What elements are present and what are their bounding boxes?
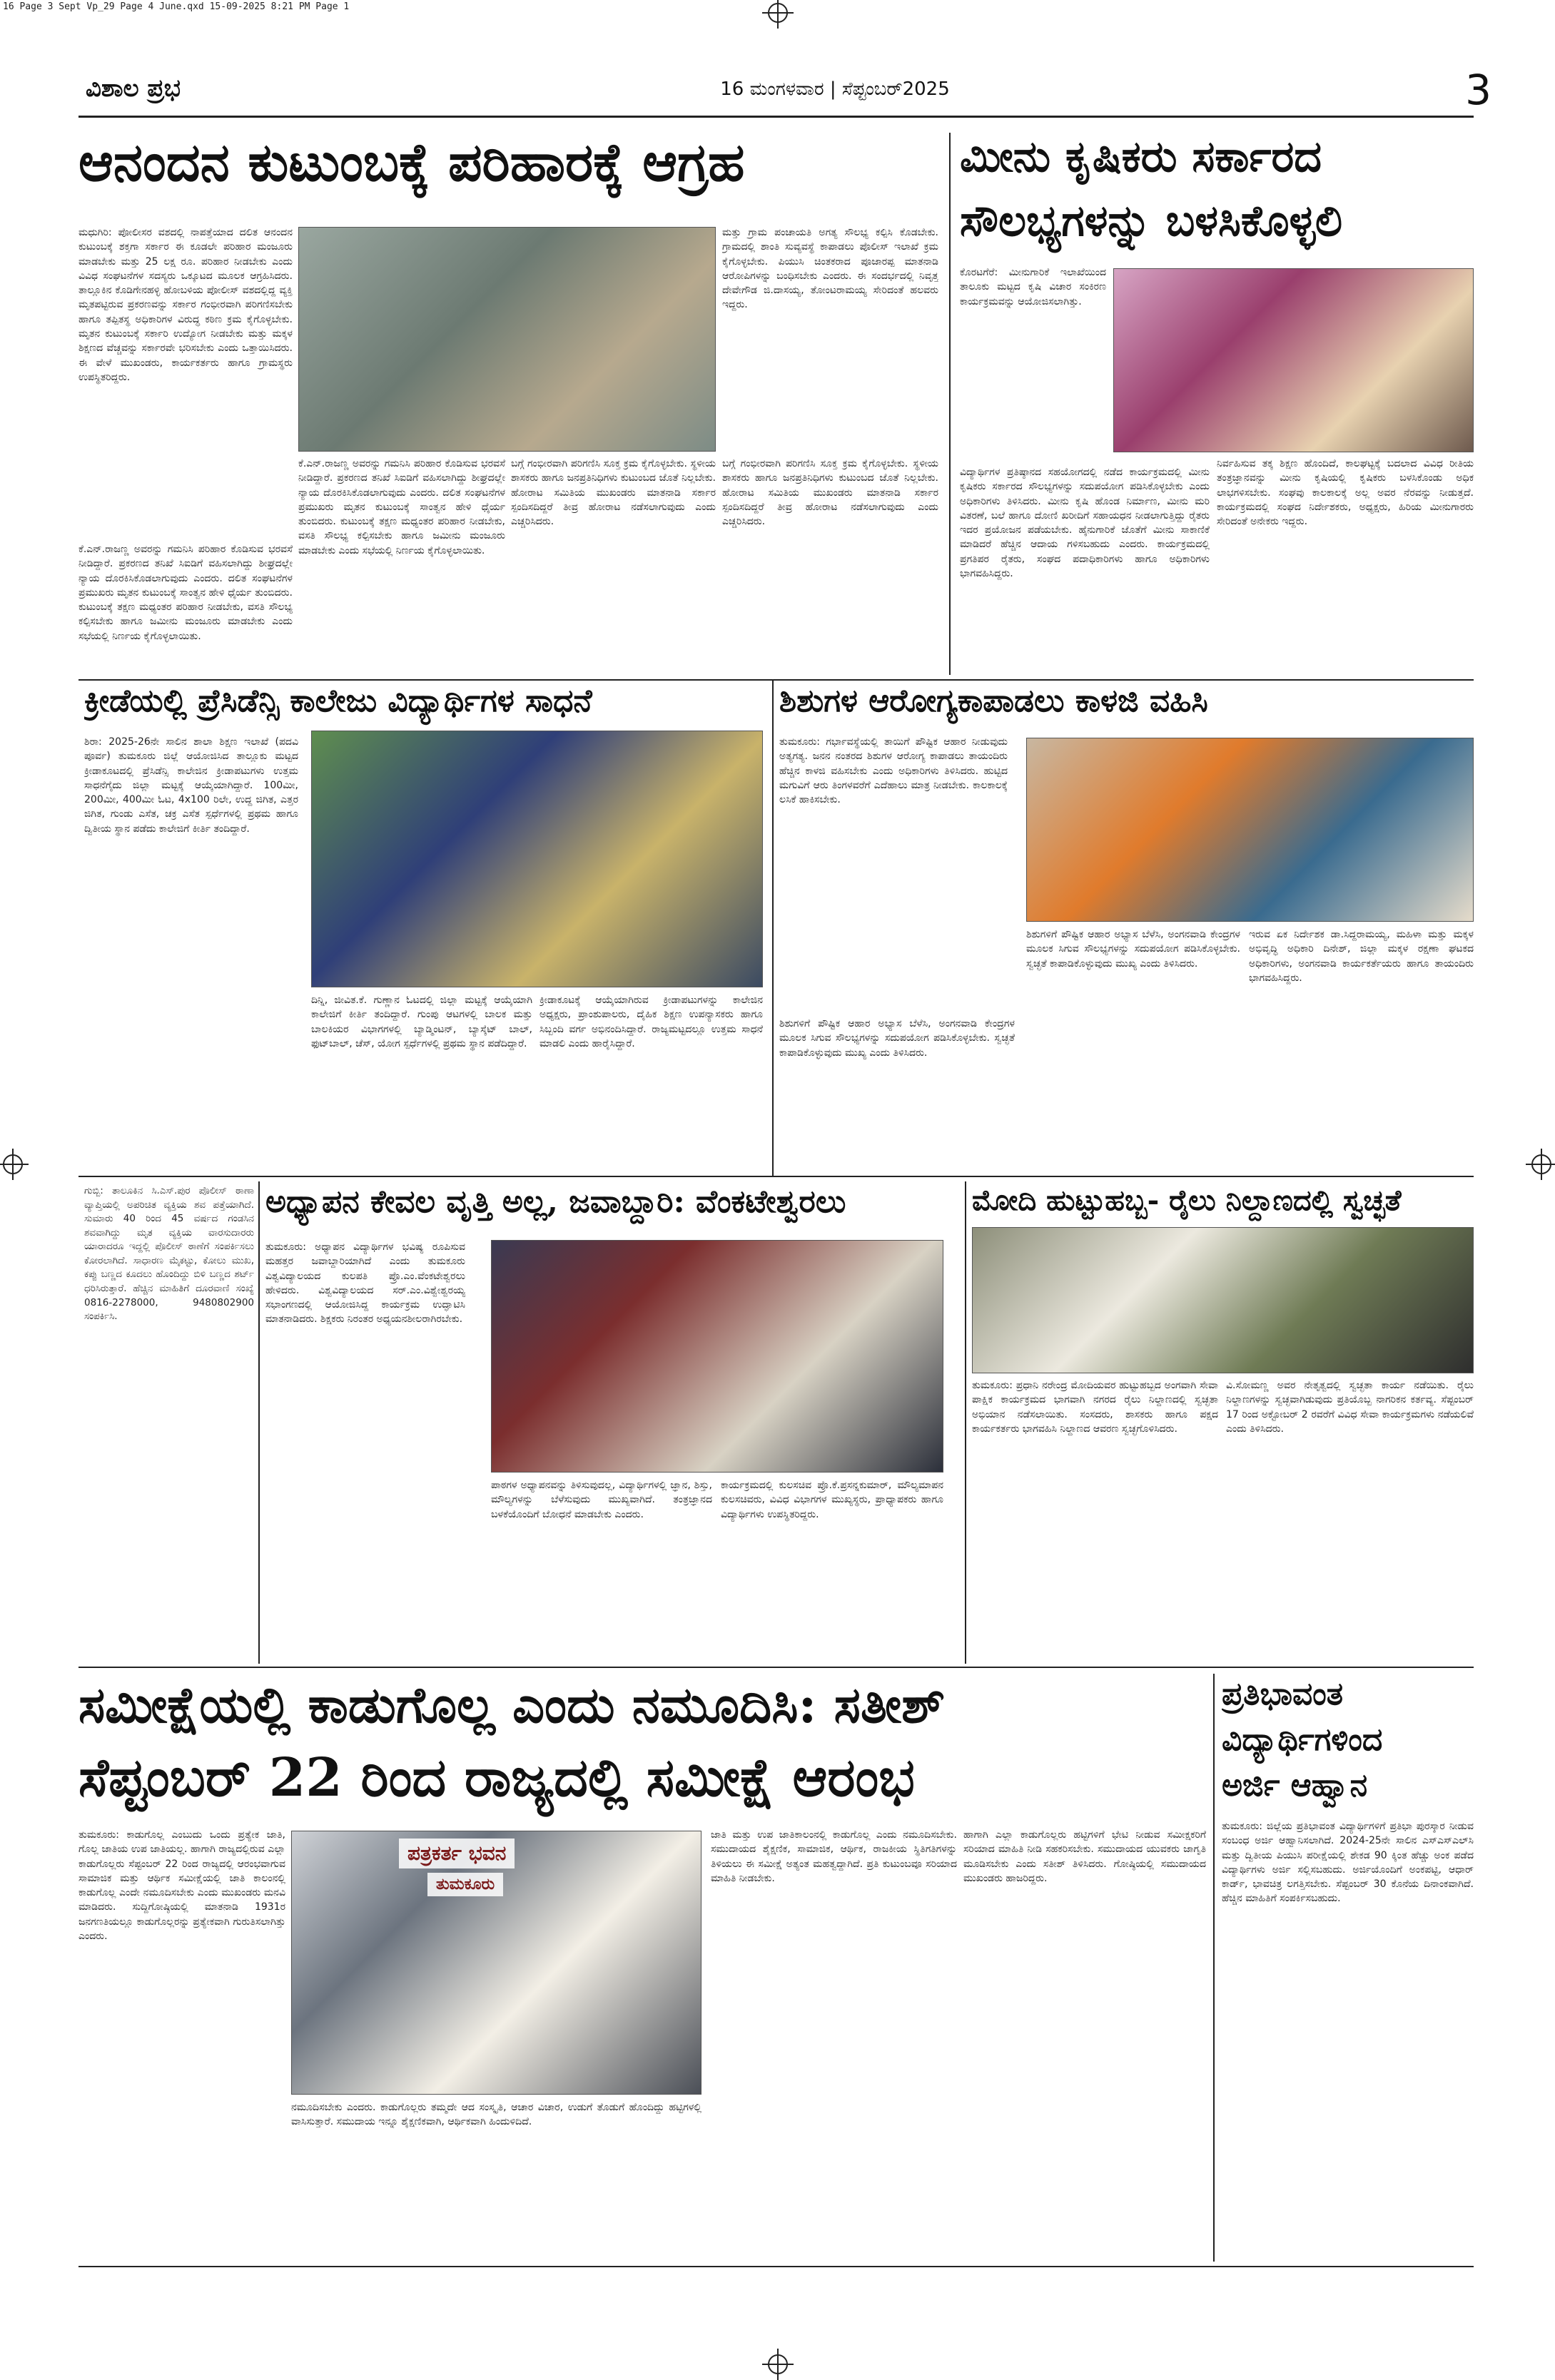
headline-article-4: ಶಿಶುಗಳ ಆರೋಗ್ಯಕಾಪಾಡಲು ಕಾಳಜಿ ವಹಿಸಿ	[779, 683, 1208, 719]
article-1-col-2: ಕೆ.ಎನ್.ರಾಜಣ್ಣ ಅವರನ್ನು ಗಮನಿಸಿ ಪರಿಹಾರ ಕೊಡಿಸುವ ಭರವಸೆ ನೀಡಿದ್ದಾರೆ. ಪ್ರಕರಣದ ತನಿಖೆ ಸಿಐಡಿಗೆ ವಹಿಸಲಾಗಿದ್ದು ಶೀಘ್ರದಲ್ಲೇ ನ್ಯಾಯ ದೊರಕಿಸಿಕೊಡಲಾಗುವುದು ಎಂದರು. ದಲಿತ ಸಂಘಟನೆಗಳ ಪ್ರಮುಖರು ಮೃತನ ಕುಟುಂಬಕ್ಕೆ ಸಾಂತ್ವನ ಹೇಳಿ ಧೈರ್ಯ ತುಂಬಿದರು. ಕುಟುಂಬಕ್ಕೆ ತಕ್ಷಣ ಮಧ್ಯಂತರ ಪರಿಹಾರ ನೀಡಬೇಕು, ವಸತಿ ಸೌಲಭ್ಯ ಕಲ್ಪಿಸಬೇಕು ಹಾಗೂ ಜಮೀನು ಮಂಜೂರು ಮಾಡಬೇಕು ಎಂದು ಸಭೆಯಲ್ಲಿ ನಿರ್ಣಯ ಕೈಗೊಳ್ಳಲಾಯಿತು.	[298, 458, 505, 556]
article-2-photo	[1113, 268, 1474, 452]
headline-article-8-line-3: ಅರ್ಜಿ ಆಹ್ವಾನ	[1222, 1768, 1368, 1804]
article-3-col-2: ದಿನ್ನಿ, ಜೀವಿತ.ಕೆ. ಗುಣ್ಣಾನ ಓಟದಲ್ಲಿ ಜಿಲ್ಲಾ ಮಟ್ಟಕ್ಕೆ ಆಯ್ಕೆಯಾಗಿ ಕಾಲೇಜಿಗೆ ಕೀರ್ತಿ ತಂದಿದ್ದಾರೆ. ಗುಂಪು ಆಟಗಳಲ್ಲಿ ಬಾಲಕ ಮತ್ತು ಬಾಲಕಿಯರ ವಿಭಾಗಗಳಲ್ಲಿ ಬ್ಯಾಡ್ಮಿಂಟನ್, ಬ್ಯಾಸ್ಕೆಟ್ ಬಾಲ್, ಫುಟ್‌ಬಾಲ್, ಚೆಸ್, ಯೋಗ ಸ್ಪರ್ಧೆಗಳಲ್ಲಿ ಪ್ರಥಮ ಸ್ಥಾನ ಪಡೆದಿದ್ದಾರೆ.	[311, 995, 532, 1049]
article-2-col-2: ವಿದ್ಯಾರ್ಥಿಗಳ ಪ್ರತಿಷ್ಠಾನದ ಸಹಯೋಗದಲ್ಲಿ ನಡೆದ ಕಾರ್ಯಕ್ರಮದಲ್ಲಿ ಮೀನು ಕೃಷಿಕರು ಸರ್ಕಾರದ ಸೌಲಭ್ಯಗಳನ್ನು ಸದುಪಯೋಗ ಪಡಿಸಿಕೊಳ್ಳಬೇಕು ಎಂದು ಅಧಿಕಾರಿಗಳು ತಿಳಿಸಿದರು. ಮೀನು ಕೃಷಿ ಹೊಂಡ ನಿರ್ಮಾಣ, ಮೀನು ಮರಿ ವಿತರಣೆ, ಬಲೆ ಹಾಗೂ ದೋಣಿ ಖರೀದಿಗೆ ಸಹಾಯಧನ ನೀಡಲಾಗುತ್ತಿದ್ದು ರೈತರು ಇದರ ಪ್ರಯೋಜನ ಪಡೆಯಬೇಕು. ಹೈನುಗಾರಿಕೆ ಜೊತೆಗೆ ಮೀನು ಸಾಕಾಣಿಕೆ ಮಾಡಿದರೆ ಹೆಚ್ಚಿನ ಆದಾಯ ಗಳಿಸಬಹುದು ಎಂದರು. ಕಾರ್ಯಕ್ರಮದಲ್ಲಿ ಪ್ರಗತಿಪರ ರೈತರು, ಸಂಘದ ಪದಾಧಿಕಾರಿಗಳು ಹಾಗೂ ಅಧಿಕಾರಿಗಳು ಭಾಗವಹಿಸಿದ್ದರು.	[960, 467, 1210, 580]
column-divider-3	[258, 1181, 260, 1664]
headline-article-1: ಆನಂದನ ಕುಟುಂಬಕ್ಕೆ ಪರಿಹಾರಕ್ಕೆ ಆಗ್ರಹ	[78, 133, 745, 193]
article-3-col-3: ಕ್ರೀಡಾಕೂಟಕ್ಕೆ ಆಯ್ಕೆಯಾಗಿರುವ ಕ್ರೀಡಾಪಟುಗಳನ್ನು ಕಾಲೇಜಿನ ಅಧ್ಯಕ್ಷರು, ಪ್ರಾಂಶುಪಾಲರು, ದೈಹಿಕ ಶಿಕ್ಷಣ ಉಪನ್ಯಾಸಕರು ಹಾಗೂ ಸಿಬ್ಬಂದಿ ವರ್ಗ ಅಭಿನಂದಿಸಿದ್ದಾರೆ. ರಾಜ್ಯಮಟ್ಟದಲ್ಲೂ ಉತ್ತಮ ಸಾಧನೆ ಮಾಡಲಿ ಎಂದು ಹಾರೈಸಿದ್ದಾರೆ.	[540, 995, 763, 1049]
article-6-col-1: ತುಮಕೂರು: ಪ್ರಧಾನಿ ನರೇಂದ್ರ ಮೋದಿಯವರ ಹುಟ್ಟುಹಬ್ಬದ ಅಂಗವಾಗಿ ಸೇವಾ ಪಾಕ್ಷಿಕ ಕಾರ್ಯಕ್ರಮದ ಭಾಗವಾಗಿ ನಗರದ ರೈಲು ನಿಲ್ದಾಣದಲ್ಲಿ ಸ್ವಚ್ಛತಾ ಅಭಿಯಾನ ನಡೆಸಲಾಯಿತು. ಸಂಸದರು, ಶಾಸಕರು ಹಾಗೂ ಪಕ್ಷದ ಕಾರ್ಯಕರ್ತರು ಭಾಗವಹಿಸಿ ನಿಲ್ದಾಣದ ಆವರಣ ಸ್ವಚ್ಛಗೊಳಿಸಿದರು.	[972, 1380, 1218, 1435]
photo-sign-line-2: ತುಮಕೂರು	[427, 1873, 503, 1896]
article-6-col-2: ವಿ.ಸೋಮಣ್ಣ ಅವರ ನೇತೃತ್ವದಲ್ಲಿ ಸ್ವಚ್ಛತಾ ಕಾರ್ಯ ನಡೆಯಿತು. ರೈಲು ನಿಲ್ದಾಣಗಳನ್ನು ಸ್ವಚ್ಛವಾಗಿಡುವುದು ಪ್ರತಿಯೊಬ್ಬ ನಾಗರಿಕನ ಕರ್ತವ್ಯ. ಸೆಪ್ಟಂಬರ್ 17 ರಿಂದ ಅಕ್ಟೋಬರ್ 2 ರವರೆಗೆ ವಿವಿಧ ಸೇವಾ ಕಾರ್ಯಕ್ರಮಗಳು ನಡೆಯಲಿವೆ ಎಂದು ತಿಳಿಸಿದರು.	[1226, 1380, 1474, 1435]
masthead: ವಿಶಾಲ ಪ್ರಭ	[86, 74, 181, 103]
headline-article-7-line-1: ಸಮೀಕ್ಷೆಯಲ್ಲಿ ಕಾಡುಗೊಲ್ಲ ಎಂದು ನಮೂದಿಸಿ: ಸತೀಶ್	[78, 1677, 946, 1734]
article-4-col-1b: ಶಿಶುಗಳಿಗೆ ಪೌಷ್ಟಿಕ ಆಹಾರ ಅಭ್ಯಾಸ ಬೆಳೆಸಿ, ಅಂಗನವಾಡಿ ಕೇಂದ್ರಗಳ ಮೂಲಕ ಸಿಗುವ ಸೌಲಭ್ಯಗಳನ್ನು ಸದುಪಯೋಗ ಪಡಿಸಿಕೊಳ್ಳಬೇಕು. ಸ್ವಚ್ಛತೆ ಕಾಪಾಡಿಕೊಳ್ಳುವುದು ಮುಖ್ಯ ಎಂದು ತಿಳಿಸಿದರು.	[779, 1018, 1015, 1059]
headline-article-8-line-2: ವಿದ್ಯಾರ್ಥಿಗಳಿಂದ	[1222, 1722, 1383, 1758]
article-6-photo	[972, 1227, 1474, 1373]
headline-article-5: ಅಧ್ಯಾಪನ ಕೇವಲ ವೃತ್ತಿ ಅಲ್ಲ, ಜವಾಬ್ದಾರಿ: ವೆಂಕಟೇಶ್ವರಲು	[265, 1184, 846, 1220]
article-8-body: ತುಮಕೂರು: ಜಿಲ್ಲೆಯ ಪ್ರತಿಭಾವಂತ ವಿದ್ಯಾರ್ಥಿಗಳಿಗೆ ಪ್ರತಿಭಾ ಪುರಸ್ಕಾರ ನೀಡುವ ಸಂಬಂಧ ಅರ್ಜಿ ಆಹ್ವಾನಿಸಲಾಗಿದೆ. 2024-25ನೇ ಸಾಲಿನ ಎಸ್‌ಎಸ್‌ಎಲ್‌ಸಿ ಮತ್ತು ದ್ವಿತೀಯ ಪಿಯುಸಿ ಪರೀಕ್ಷೆಯಲ್ಲಿ ಶೇಕಡ 90 ಕ್ಕಿಂತ ಹೆಚ್ಚು ಅಂಕ ಪಡೆದ ವಿದ್ಯಾರ್ಥಿಗಳು ಅರ್ಜಿ ಸಲ್ಲಿಸಬಹುದು. ಅರ್ಜಿಯೊಂದಿಗೆ ಅಂಕಪಟ್ಟಿ, ಆಧಾರ್ ಕಾರ್ಡ್, ಭಾವಚಿತ್ರ ಲಗತ್ತಿಸಬೇಕು. ಸೆಪ್ಟಂಬರ್ 30 ಕೊನೆಯ ದಿನಾಂಕವಾಗಿದೆ. ಹೆಚ್ಚಿನ ಮಾಹಿತಿಗೆ ಸಂಪರ್ಕಿಸಬಹುದು.	[1222, 1821, 1474, 1905]
section-rule-2	[78, 1176, 1474, 1177]
article-5-col-1: ತುಮಕೂರು: ಅಧ್ಯಾಪನ ವಿದ್ಯಾರ್ಥಿಗಳ ಭವಿಷ್ಯ ರೂಪಿಸುವ ಮಹತ್ತರ ಜವಾಬ್ದಾರಿಯಾಗಿದೆ ಎಂದು ತುಮಕೂರು ವಿಶ್ವವಿದ್ಯಾಲಯದ ಕುಲಪತಿ ಪ್ರೊ.ಎಂ.ವೆಂಕಟೇಶ್ವರಲು ಹೇಳಿದರು. ವಿಶ್ವವಿದ್ಯಾಲಯದ ಸರ್.ಎಂ.ವಿಶ್ವೇಶ್ವರಯ್ಯ ಸಭಾಂಗಣದಲ್ಲಿ ಆಯೋಜಿಸಿದ್ದ ಕಾರ್ಯಕ್ರಮ ಉದ್ಘಾಟಿಸಿ ಮಾತನಾಡಿದರು. ಶಿಕ್ಷಕರು ನಿರಂತರ ಅಧ್ಯಯನಶೀಲರಾಗಿರಬೇಕು.	[265, 1241, 465, 1326]
article-5-photo	[491, 1240, 943, 1473]
article-7-col-4: ಹಾಗಾಗಿ ಎಲ್ಲಾ ಕಾಡುಗೊಲ್ಲರು ಹಟ್ಟಿಗಳಿಗೆ ಭೇಟಿ ನೀಡುವ ಸಮೀಕ್ಷಕರಿಗೆ ಸರಿಯಾದ ಮಾಹಿತಿ ನೀಡಿ ಸಹಕರಿಸಬೇಕು. ಸಮುದಾಯದ ಯುವಕರು ಜಾಗೃತಿ ಮೂಡಿಸಬೇಕು ಎಂದು ಸತೀಶ್ ತಿಳಿಸಿದರು. ಗೋಷ್ಠಿಯಲ್ಲಿ ಸಮುದಾಯದ ಮುಖಂಡರು ಹಾಜರಿದ್ದರು.	[963, 1829, 1206, 1884]
registration-mark-right	[1531, 1154, 1551, 1174]
article-5-col-2: ಪಾಠಗಳ ಅಧ್ಯಾಪನವನ್ನು ತಿಳಿಸುವುದಲ್ಲ, ವಿದ್ಯಾರ್ಥಿಗಳಲ್ಲಿ ಜ್ಞಾನ, ಶಿಸ್ತು, ಮೌಲ್ಯಗಳನ್ನು ಬೆಳೆಸುವುದು ಮುಖ್ಯವಾಗಿದೆ. ತಂತ್ರಜ್ಞಾನದ ಬಳಕೆಯೊಂದಿಗೆ ಬೋಧನೆ ಮಾಡಬೇಕು ಎಂದರು.	[491, 1480, 712, 1520]
print-slug: 16 Page 3 Sept Vp_29 Page 4 June.qxd 15-09-2025 8:21 PM Page 1	[3, 1, 350, 12]
article-1-col-1b: ಕೆ.ಎನ್.ರಾಜಣ್ಣ ಅವರನ್ನು ಗಮನಿಸಿ ಪರಿಹಾರ ಕೊಡಿಸುವ ಭರವಸೆ ನೀಡಿದ್ದಾರೆ. ಪ್ರಕರಣದ ತನಿಖೆ ಸಿಐಡಿಗೆ ವಹಿಸಲಾಗಿದ್ದು ಶೀಘ್ರದಲ್ಲೇ ನ್ಯಾಯ ದೊರಕಿಸಿಕೊಡಲಾಗುವುದು ಎಂದರು. ದಲಿತ ಸಂಘಟನೆಗಳ ಪ್ರಮುಖರು ಮೃತನ ಕುಟುಂಬಕ್ಕೆ ಸಾಂತ್ವನ ಹೇಳಿ ಧೈರ್ಯ ತುಂಬಿದರು. ಕುಟುಂಬಕ್ಕೆ ತಕ್ಷಣ ಮಧ್ಯಂತರ ಪರಿಹಾರ ನೀಡಬೇಕು, ವಸತಿ ಸೌಲಭ್ಯ ಕಲ್ಪಿಸಬೇಕು ಹಾಗೂ ಜಮೀನು ಮಂಜೂರು ಮಾಡಬೇಕು ಎಂದು ಸಭೆಯಲ್ಲಿ ನಿರ್ಣಯ ಕೈಗೊಳ್ಳಲಾಯಿತು.	[78, 544, 293, 642]
page-number: 3	[1465, 66, 1491, 114]
article-4-col-3: ಇರುವ ಏಕ ನಿರ್ದೇಶಕ ಡಾ.ಸಿದ್ದರಾಮಯ್ಯ, ಮಹಿಳಾ ಮತ್ತು ಮಕ್ಕಳ ಅಭಿವೃದ್ಧಿ ಅಧಿಕಾರಿ ದಿನೇಶ್, ಜಿಲ್ಲಾ ಮಕ್ಕಳ ರಕ್ಷಣಾ ಘಟಕದ ಅಧಿಕಾರಿಗಳು, ಅಂಗನವಾಡಿ ಕಾರ್ಯಕರ್ತೆಯರು ಹಾಗೂ ತಾಯಂದಿರು ಭಾಗವಹಿಸಿದ್ದರು.	[1249, 929, 1474, 984]
article-1-col-4: ಮತ್ತು ಗ್ರಾಮ ಪಂಚಾಯತಿ ಅಗತ್ಯ ಸೌಲಭ್ಯ ಕಲ್ಪಿಸಿ ಕೊಡಬೇಕು. ಗ್ರಾಮದಲ್ಲಿ ಶಾಂತಿ ಸುವ್ಯವಸ್ಥೆ ಕಾಪಾಡಲು ಪೊಲೀಸ್ ಇಲಾಖೆ ಕ್ರಮ ಕೈಗೊಳ್ಳಬೇಕು. ಪಿಯುಸಿ ಚಿಂತಕರಾದ ಪೂಜಾರಪ್ಪ ಮಾತನಾಡಿ ಆರೋಪಿಗಳನ್ನು ಬಂಧಿಸಬೇಕು ಎಂದರು. ಈ ಸಂದರ್ಭದಲ್ಲಿ ನಿವೃತ್ತ ದೇವೇಗೌಡ ಜಿ.ದಾಸಯ್ಯ, ತೋಂಟರಾಮಯ್ಯ ಸೇರಿದಂತೆ ಹಲವರು ಇದ್ದರು.	[722, 227, 938, 311]
registration-mark-top	[768, 3, 788, 23]
photo-sign-line-1: ಪತ್ರಕರ್ತ ಭವನ	[399, 1839, 515, 1868]
column-divider-1	[949, 133, 951, 675]
article-7-col-1: ತುಮಕೂರು: ಕಾಡುಗೊಲ್ಲ ಎಂಬುದು ಒಂದು ಪ್ರತ್ಯೇಕ ಜಾತಿ, ಗೊಲ್ಲ ಜಾತಿಯ ಉಪ ಜಾತಿಯಲ್ಲ. ಹಾಗಾಗಿ ರಾಜ್ಯದಲ್ಲಿರುವ ಎಲ್ಲಾ ಕಾಡುಗೊಲ್ಲರು ಸೆಪ್ಟಂಬರ್ 22 ರಿಂದ ರಾಜ್ಯದಲ್ಲಿ ಆರಂಭವಾಗುವ ಸಾಮಾಜಿಕ ಮತ್ತು ಆರ್ಥಿಕ ಸಮೀಕ್ಷೆಯಲ್ಲಿ ಜಾತಿ ಕಾಲಂನಲ್ಲಿ ಕಾಡುಗೊಲ್ಲ ಎಂದೇ ನಮೂದಿಸಬೇಕು ಎಂದು ಮುಖಂಡರು ಮನವಿ ಮಾಡಿದರು. ಸುದ್ದಿಗೋಷ್ಠಿಯಲ್ಲಿ ಮಾತನಾಡಿ 1931ರ ಜನಗಣತಿಯಲ್ಲೂ ಕಾಡುಗೊಲ್ಲರನ್ನು ಪ್ರತ್ಯೇಕವಾಗಿ ಗುರುತಿಸಲಾಗಿತ್ತು ಎಂದರು.	[78, 1829, 285, 1943]
registration-mark-left	[3, 1154, 23, 1174]
article-4-photo	[1026, 738, 1474, 922]
registration-mark-bottom	[768, 2354, 788, 2374]
article-1-col-4b: ಬಗ್ಗೆ ಗಂಭೀರವಾಗಿ ಪರಿಗಣಿಸಿ ಸೂಕ್ತ ಕ್ರಮ ಕೈಗೊಳ್ಳಬೇಕು. ಸ್ಥಳೀಯ ಶಾಸಕರು ಹಾಗೂ ಜನಪ್ರತಿನಿಧಿಗಳು ಕುಟುಂಬದ ಜೊತೆ ನಿಲ್ಲಬೇಕು. ಹೋರಾಟ ಸಮಿತಿಯ ಮುಖಂಡರು ಮಾತನಾಡಿ ಸರ್ಕಾರ ಸ್ಪಂದಿಸದಿದ್ದರೆ ತೀವ್ರ ಹೋರಾಟ ನಡೆಸಲಾಗುವುದು ಎಂದು ಎಚ್ಚರಿಸಿದರು.	[722, 458, 938, 528]
headline-article-2-line-1: ಮೀನು ಕೃಷಿಕರು ಸರ್ಕಾರದ	[960, 133, 1322, 182]
headline-article-3: ಕ್ರೀಡೆಯಲ್ಲಿ ಪ್ರೆಸಿಡೆನ್ಸಿ ಕಾಲೇಜು ವಿದ್ಯಾರ್ಥಿಗಳ ಸಾಧನೆ	[84, 683, 592, 719]
column-divider-2	[772, 679, 774, 1176]
section-rule-3	[78, 1667, 1474, 1668]
article-3-col-1: ಶಿರಾ: 2025-26ನೇ ಸಾಲಿನ ಶಾಲಾ ಶಿಕ್ಷಣ ಇಲಾಖೆ (ಪದವಿ ಪೂರ್ವ) ತುಮಕೂರು ಜಿಲ್ಲೆ ಆಯೋಜಿಸಿದ ತಾಲ್ಲೂಕು ಮಟ್ಟದ ಕ್ರೀಡಾಕೂಟದಲ್ಲಿ ಪ್ರೆಸಿಡೆನ್ಸಿ ಕಾಲೇಜಿನ ಕ್ರೀಡಾಪಟುಗಳು ಉತ್ತಮ ಸಾಧನೆಗೈದು ಜಿಲ್ಲಾ ಮಟ್ಟಕ್ಕೆ ಆಯ್ಕೆಯಾಗಿದ್ದಾರೆ. 100ಮೀ, 200ಮೀ, 400ಮೀ ಓಟ, 4x100 ರಿಲೇ, ಉದ್ದ ಜಿಗಿತ, ಎತ್ತರ ಜಿಗಿತ, ಗುಂಡು ಎಸೆತ, ಚಕ್ರ ಎಸೆತ ಸ್ಪರ್ಧೆಗಳಲ್ಲಿ ಪ್ರಥಮ ಹಾಗೂ ದ್ವಿತೀಯ ಸ್ಥಾನ ಪಡೆದು ಕಾಲೇಜಿಗೆ ಕೀರ್ತಿ ತಂದಿದ್ದಾರೆ.	[84, 736, 298, 835]
article-7-col-3: ಜಾತಿ ಮತ್ತು ಉಪ ಜಾತಿಕಾಲಂನಲ್ಲಿ ಕಾಡುಗೊಲ್ಲ ಎಂದು ನಮೂದಿಸಬೇಕು. ಸಮುದಾಯದ ಶೈಕ್ಷಣಿಕ, ಸಾಮಾಜಿಕ, ಆರ್ಥಿಕ, ರಾಜಕೀಯ ಸ್ಥಿತಿಗತಿಗಳನ್ನು ತಿಳಿಯಲು ಈ ಸಮೀಕ್ಷೆ ಅತ್ಯಂತ ಮಹತ್ವದ್ದಾಗಿದೆ. ಪ್ರತಿ ಕುಟುಂಬವೂ ಸರಿಯಾದ ಮಾಹಿತಿ ನೀಡಬೇಕು.	[711, 1829, 957, 1884]
section-rule-1	[78, 679, 1474, 681]
article-1-col-1: ಮಧುಗಿರಿ: ಪೋಲೀಸರ ವಶದಲ್ಲಿ ನಾಪತ್ತೆಯಾದ ದಲಿತ ಆನಂದನ ಕುಟುಂಬಕ್ಕೆ ಶಕ್ತಗಾ ಸರ್ಕಾರ ಈ ಕೂಡಲೇ ಪರಿಹಾರ ಮಂಜೂರು ಮಾಡಬೇಕು ಮತ್ತು 25 ಲಕ್ಷ ರೂ. ಪರಿಹಾರ ನೀಡಬೇಕು ಎಂದು ವಿವಿಧ ಸಂಘಟನೆಗಳ ಸದಸ್ಯರು ಒಕ್ಕೂಟದ ಮೂಲಕ ಆಗ್ರಹಿಸಿದರು. ತಾಲ್ಲೂಕಿನ ಕೊಡಿಗೇನಹಳ್ಳಿ ಹೋಬಳಿಯ ಪೋಲೀಸ್ ವಶದಲ್ಲಿದ್ದ ವ್ಯಕ್ತಿ ಮೃತಪಟ್ಟಿರುವ ಪ್ರಕರಣವನ್ನು ಸರ್ಕಾರ ಗಂಭೀರವಾಗಿ ಪರಿಗಣಿಸಬೇಕು ಹಾಗೂ ತಪ್ಪಿತಸ್ಥ ಅಧಿಕಾರಿಗಳ ವಿರುದ್ಧ ಕಠಿಣ ಕ್ರಮ ಕೈಗೊಳ್ಳಬೇಕು. ಮೃತನ ಕುಟುಂಬಕ್ಕೆ ಸರ್ಕಾರಿ ಉದ್ಯೋಗ ನೀಡಬೇಕು ಮತ್ತು ಮಕ್ಕಳ ಶಿಕ್ಷಣದ ವೆಚ್ಚವನ್ನು ಸರ್ಕಾರವೇ ಭರಿಸಬೇಕು ಎಂದು ಒತ್ತಾಯಿಸಿದರು. ಈ ವೇಳೆ ಮುಖಂಡರು, ಕಾರ್ಯಕರ್ತರು ಹಾಗೂ ಗ್ರಾಮಸ್ಥರು ಉಪಸ್ಥಿತರಿದ್ದರು.	[78, 227, 293, 383]
dateline: 16 ಮಂಗಳವಾರ | ಸೆಪ್ಟಂಬರ್2025	[720, 78, 950, 100]
header-rule	[78, 116, 1474, 118]
headline-article-7-line-2: ಸೆಪ್ಟಂಬರ್ 22 ರಿಂದ ರಾಜ್ಯದಲ್ಲಿ ಸಮೀಕ್ಷೆ ಆರಂಭ	[78, 1748, 915, 1809]
article-3-photo	[311, 731, 763, 987]
headline-article-6: ಮೋದಿ ಹುಟ್ಟುಹಬ್ಬ- ರೈಲು ನಿಲ್ದಾಣದಲ್ಲಿ ಸ್ವಚ್ಛತೆ	[972, 1184, 1402, 1217]
headline-article-2-line-2: ಸೌಲಭ್ಯಗಳನ್ನು ಬಳಸಿಕೊಳ್ಳಲಿ	[960, 197, 1343, 246]
column-divider-4	[965, 1181, 966, 1664]
article-9-brief: ಗುಬ್ಬಿ: ತಾಲೂಕಿನ ಸಿ.ಎಸ್.ಪುರ ಪೊಲೀಸ್ ಠಾಣಾ ವ್ಯಾಪ್ತಿಯಲ್ಲಿ ಅಪರಿಚಿತ ವ್ಯಕ್ತಿಯ ಶವ ಪತ್ತೆಯಾಗಿದೆ. ಸುಮಾರು 40 ರಿಂದ 45 ವರ್ಷದ ಗಂಡಸಿನ ಶವವಾಗಿದ್ದು ಮೃತ ವ್ಯಕ್ತಿಯ ವಾರಸುದಾರರು ಯಾರಾದರೂ ಇದ್ದಲ್ಲಿ ಪೊಲೀಸ್ ಠಾಣೆಗೆ ಸಂಪರ್ಕಿಸಲು ಕೋರಲಾಗಿದೆ. ಸಾಧಾರಣ ಮೈಕಟ್ಟು, ಕೋಲು ಮುಖ, ಕಪ್ಪು ಬಣ್ಣದ ಕೂದಲು ಹೊಂದಿದ್ದು ಬಿಳಿ ಬಣ್ಣದ ಶರ್ಟ್ ಧರಿಸಿರುತ್ತಾರೆ. ಹೆಚ್ಚಿನ ಮಾಹಿತಿಗೆ ದೂರವಾಣಿ ಸಂಖ್ಯೆ 0816-2278000, 9480802900 ಸಂಪರ್ಕಿಸಿ.	[84, 1185, 254, 1323]
article-1-col-3: ಬಗ್ಗೆ ಗಂಭೀರವಾಗಿ ಪರಿಗಣಿಸಿ ಸೂಕ್ತ ಕ್ರಮ ಕೈಗೊಳ್ಳಬೇಕು. ಸ್ಥಳೀಯ ಶಾಸಕರು ಹಾಗೂ ಜನಪ್ರತಿನಿಧಿಗಳು ಕುಟುಂಬದ ಜೊತೆ ನಿಲ್ಲಬೇಕು. ಹೋರಾಟ ಸಮಿತಿಯ ಮುಖಂಡರು ಮಾತನಾಡಿ ಸರ್ಕಾರ ಸ್ಪಂದಿಸದಿದ್ದರೆ ತೀವ್ರ ಹೋರಾಟ ನಡೆಸಲಾಗುವುದು ಎಂದು ಎಚ್ಚರಿಸಿದರು.	[511, 458, 716, 528]
article-1-photo	[298, 227, 716, 452]
article-7-col-2: ನಮೂದಿಸಬೇಕು ಎಂದರು. ಕಾಡುಗೊಲ್ಲರು ತಮ್ಮದೇ ಆದ ಸಂಸ್ಕೃತಿ, ಆಚಾರ ವಿಚಾರ, ಉಡುಗೆ ತೊಡುಗೆ ಹೊಂದಿದ್ದು ಹಟ್ಟಿಗಳಲ್ಲಿ ವಾಸಿಸುತ್ತಾರೆ. ಸಮುದಾಯ ಇನ್ನೂ ಶೈಕ್ಷಣಿಕವಾಗಿ, ಆರ್ಥಿಕವಾಗಿ ಹಿಂದುಳಿದಿದೆ.	[291, 2102, 701, 2128]
article-5-col-3: ಕಾರ್ಯಕ್ರಮದಲ್ಲಿ ಕುಲಸಚಿವ ಪ್ರೊ.ಕೆ.ಪ್ರಸನ್ನಕುಮಾರ್, ಮೌಲ್ಯಮಾಪನ ಕುಲಸಚಿವರು, ವಿವಿಧ ವಿಭಾಗಗಳ ಮುಖ್ಯಸ್ಥರು, ಪ್ರಾಧ್ಯಾಪಕರು ಹಾಗೂ ವಿದ್ಯಾರ್ಥಿಗಳು ಉಪಸ್ಥಿತರಿದ್ದರು.	[721, 1480, 943, 1520]
column-divider-5	[1213, 1674, 1215, 2262]
article-4-col-1: ತುಮಕೂರು: ಗರ್ಭಾವಸ್ಥೆಯಲ್ಲಿ ತಾಯಿಗೆ ಪೌಷ್ಟಿಕ ಆಹಾರ ನೀಡುವುದು ಅತ್ಯಗತ್ಯ. ಜನನ ನಂತರದ ಶಿಶುಗಳ ಆರೋಗ್ಯ ಕಾಪಾಡಲು ತಾಯಂದಿರು ಹೆಚ್ಚಿನ ಕಾಳಜಿ ವಹಿಸಬೇಕು ಎಂದು ಅಧಿಕಾರಿಗಳು ತಿಳಿಸಿದರು. ಹುಟ್ಟಿದ ಮಗುವಿಗೆ ಆರು ತಿಂಗಳವರೆಗೆ ಎದೆಹಾಲು ಮಾತ್ರ ನೀಡಬೇಕು. ಕಾಲಕಾಲಕ್ಕೆ ಲಸಿಕೆ ಹಾಕಿಸಬೇಕು.	[779, 736, 1008, 806]
article-2-col-1: ಕೊರಟಗೆರೆ: ಮೀನುಗಾರಿಕೆ ಇಲಾಖೆಯಿಂದ ತಾಲೂಕು ಮಟ್ಟದ ಕೃಷಿ ವಿಚಾರ ಸಂಕಿರಣ ಕಾರ್ಯಕ್ರಮವನ್ನು ಆಯೋಜಿಸಲಾಗಿತ್ತು.	[960, 267, 1106, 307]
headline-article-8-line-1: ಪ್ರತಿಭಾವಂತ	[1222, 1677, 1344, 1712]
article-2-col-3: ನಿರ್ವಹಿಸುವ ತಕ್ಕ ಶಿಕ್ಷಣ ಹೊಂದಿದೆ, ಕಾಲಘಟ್ಟಕ್ಕೆ ಬದಲಾದ ವಿವಿಧ ರೀತಿಯ ತಂತ್ರಜ್ಞಾನವನ್ನು ಮೀನು ಕೃಷಿಯಲ್ಲಿ ಕೃಷಿಕರು ಬಳಸಿಕೊಂಡು ಅಧಿಕ ಲಾಭಗಳಿಸಬೇಕು. ಸಂಘವು ಕಾಲಕಾಲಕ್ಕೆ ಅಲ್ಲ ಅವರ ನೆರವನ್ನು ನೀಡುತ್ತದೆ. ಕಾರ್ಯಕ್ರಮದಲ್ಲಿ ಸಂಘದ ನಿರ್ದೇಶಕರು, ಅಧ್ಯಕ್ಷರು, ಹಿರಿಯ ಮೀನುಗಾರರು ಸೇರಿದಂತೆ ಅನೇಕರು ಇದ್ದರು.	[1217, 458, 1474, 528]
article-7-photo	[291, 1831, 701, 2095]
article-4-col-2: ಶಿಶುಗಳಿಗೆ ಪೌಷ್ಟಿಕ ಆಹಾರ ಅಭ್ಯಾಸ ಬೆಳೆಸಿ, ಅಂಗನವಾಡಿ ಕೇಂದ್ರಗಳ ಮೂಲಕ ಸಿಗುವ ಸೌಲಭ್ಯಗಳನ್ನು ಸದುಪಯೋಗ ಪಡಿಸಿಕೊಳ್ಳಬೇಕು. ಸ್ವಚ್ಛತೆ ಕಾಪಾಡಿಕೊಳ್ಳುವುದು ಮುಖ್ಯ ಎಂದು ತಿಳಿಸಿದರು.	[1026, 929, 1240, 970]
footer-rule	[78, 2266, 1474, 2267]
